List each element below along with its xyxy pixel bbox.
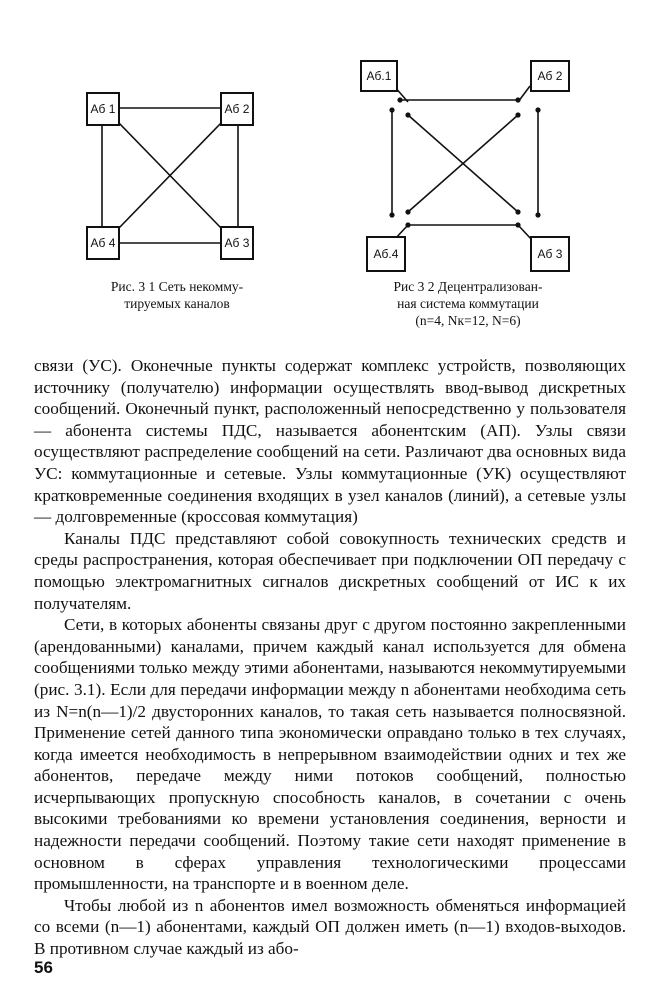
figure-3-1 — [80, 88, 270, 268]
node-ab1: Аб.1 — [360, 60, 398, 92]
node-ab3: Аб 3 — [530, 236, 570, 272]
paragraph: связи (УС). Оконечные пункты содержат комплекс устройств, позволяющих источнику (получателю) информации осуществлять ввод-вывод дискретных сообщений. Оконечный пункт, расположенный непосредственно у пользователя — абонента системы ПДС, называется абонентским (АП). Узлы связи осуществляют распределение сообщений на сети. Различают два основных вида УС: коммутационные и сетевые. Узлы коммутационные (УК) осуществляют кратковременные соединения входящих в узел каналов (линий), а сетевые узлы — долговременные (кроссовая коммутация) — [34, 356, 626, 527]
figure-3-2-caption — [360, 278, 576, 329]
figure-3-2 — [358, 60, 578, 275]
body-text — [34, 355, 626, 960]
caption-line: Рис. 3 1 Сеть некомму- — [110, 279, 244, 294]
node-ab1: Аб 1 — [86, 92, 120, 126]
caption-line: ная система коммутации — [397, 296, 539, 311]
paragraph: Чтобы любой из n абонентов имел возможность обменяться информацией со всеми (n—1) абонентами, каждый ОП должен иметь (n—1) входов-выходов. В противном случае каждый из або- — [34, 895, 626, 959]
node-ab2: Аб 2 — [220, 92, 254, 126]
page-number: 56 — [34, 958, 53, 977]
caption-line: тируемых каналов — [124, 296, 230, 311]
node-ab3: Аб 3 — [220, 226, 254, 260]
node-ab4: Аб.4 — [366, 236, 406, 272]
paragraph: Каналы ПДС представляют собой совокупность технических средств и среды распространения, которая обеспечивает при подключении ОП передачу с помощью электромагнитных сигналов дискретных сообщений от ИС к их получателям. — [34, 528, 626, 613]
node-ab2: Аб 2 — [530, 60, 570, 92]
paragraph: Сети, в которых абоненты связаны друг с другом постоянно закрепленными (арендованными) каналами, причем каждый канал используется для обмена сообщениями только между этими абонентами, называются некоммутируемыми (рис. 3.1). Если для передачи информации между n абонентами необходима сеть из N=n(n—1)/2 двусторонних каналов, то такая сеть называется полносвязной. Применение сетей данного типа экономически оправдано только в тех случаях, когда имеется необходимость в непрерывном взаимодействии одних и тех же абонентов, передаче между ними потоков сообщений, полностью исчерпывающих пропускную способность каналов, в сочетании с очень высокими требованиями ко времени установления соединения, верности и надежности передачи сообщений. Поэтому такие сети находят применение в основном в сферах управления технологическими процессами промышленности, на транспорте и в военном деле. — [34, 615, 626, 894]
figure-3-1-caption — [72, 278, 282, 312]
node-ab4: Аб 4 — [86, 226, 120, 260]
caption-line: (n=4, Nк=12, N=6) — [415, 313, 521, 328]
caption-line: Рис 3 2 Децентрализован- — [393, 279, 543, 294]
